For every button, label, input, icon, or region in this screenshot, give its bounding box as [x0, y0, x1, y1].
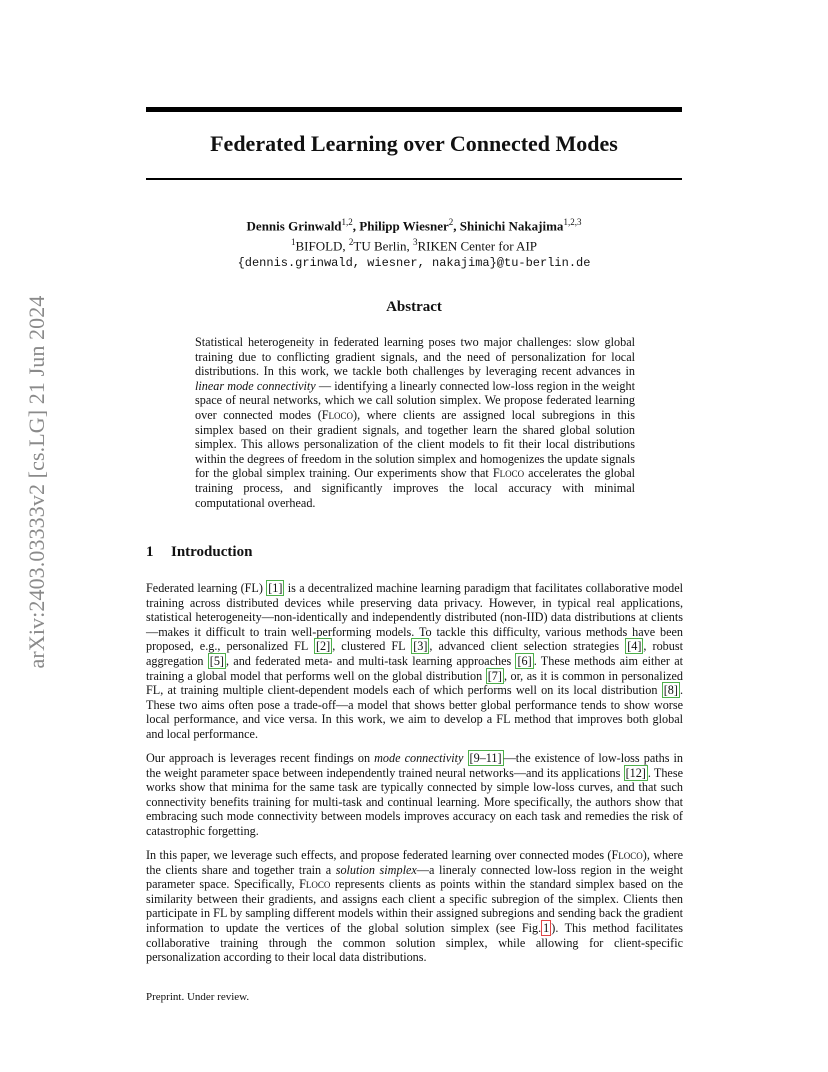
method-name: Floco [492, 466, 525, 481]
author-name: Philipp Wiesner [359, 218, 449, 234]
text-run: ). This method facilitates collaborative training through the common solution simplex, while allowing for client-specific personalization according to their local data distributions. [146, 920, 683, 965]
method-name: Floco [611, 848, 643, 862]
intro-paragraph-2 [146, 751, 683, 839]
text-run: , or, as it is common in personalized FL, at training multiple client-dependent models each of which performs well on its local distribution [146, 668, 683, 698]
affiliation: RIKEN Center for AIP [417, 238, 538, 254]
text-run: . These works show that minima for the same task are typically connected by simple low-loss curves, and that such connectivity benefits training for multi-task and continual learning. More specifically, the authors show that embracing such mode connectivity between models improves accuracy on each task and remedies the risk of catastrophic forgetting. [146, 765, 683, 838]
citation-link[interactable]: [12] [625, 765, 646, 780]
emphasis: mode connectivity [374, 751, 464, 765]
intro-paragraph-3 [146, 848, 683, 965]
citation-link[interactable]: [3] [413, 639, 428, 654]
citation-link[interactable]: [8] [663, 683, 678, 698]
text-run: is a decentralized machine learning paradigm that facilitates collaborative model training across distributed devices while preserving data privacy. However, in typical real applications, statistical heterogeneity—non-identically and independently distributed (non-IID) data distributions at clients—makes it difficult to train well-performing models. To tackle this difficulty, various methods have been proposed, e.g., personalized FL [146, 581, 683, 654]
method-name: Floco [299, 877, 331, 892]
affiliation: BIFOLD, [295, 238, 349, 254]
affiliation-mark: 3 [413, 237, 418, 248]
affiliation-mark: 2 [348, 237, 354, 248]
citation-link[interactable]: [1] [268, 581, 283, 595]
emphasis: linear mode connectivity [195, 378, 316, 393]
text-run: accelerates the global training process, and significantly improves the local accuracy with minimal computational overhead. [195, 466, 635, 510]
text-run: In this paper, we leverage such effects, and propose federated learning over connected modes ( [146, 848, 612, 862]
method-name: Floco [321, 407, 354, 422]
text-run: ), where clients are assigned local subregions in this simplex based on their gradient signals, and together learn the shared global solution simplex. This allows personalization of the client models to fit their local distributions within the degrees of freedom in the solution simplex and homogenizes the update signals for the global simplex training. Our experiments show that [195, 407, 635, 481]
affiliation: TU Berlin, [353, 238, 413, 254]
paper-title: Federated Learning over Connected Modes [210, 131, 618, 156]
text-run: Statistical heterogeneity in federated learning poses two major challenges: slow global training due to conflicting gradient signals, and the need of personalization for local distributions. In this work, we tackle both challenges by leveraging recent advances in [195, 335, 635, 379]
author-block [146, 214, 682, 271]
title-bottom-rule [146, 178, 682, 180]
author-emails: {dennis.grinwald, wiesner, nakajima}@tu-berlin.de [237, 255, 591, 270]
text-run: ), where the clients share and together train a [146, 848, 683, 877]
text-run: . These methods aim either at training a global model that performs well on the global distribution [146, 653, 683, 683]
arxiv-identifier-text: arXiv:2403.03333v2 [cs.LG] 21 Jun 2024 [24, 295, 49, 668]
emphasis: solution simplex [335, 862, 417, 877]
citation-link[interactable]: [5] [209, 653, 224, 668]
citation-link[interactable]: [9–11] [469, 751, 502, 765]
author-name: Shinichi Nakajima [459, 218, 564, 234]
text-run: — identifying a linearly connected low-loss region in the weight space of neural networks, which we call solution simplex. We propose federated learning over connected modes ( [195, 378, 635, 422]
section-number: 1 [146, 544, 154, 560]
text-run: Our approach is leverages recent findings on [146, 751, 375, 765]
author-affiliation-mark: 2 [448, 217, 454, 227]
text-run: , clustered FL [332, 639, 412, 654]
abstract-text [195, 335, 635, 510]
footer-note: Preprint. Under review. [146, 991, 250, 1003]
abstract-heading: Abstract [386, 299, 442, 315]
citation-link[interactable]: [4] [627, 639, 642, 654]
title-top-rule [146, 107, 682, 112]
text-run: . These two aims often pose a trade-off—a model that shows better global performance tends to show worse local performance, and vice versa. In this work, we aim to develop a FL method that improves both global and local performance. [146, 683, 683, 741]
figure-reference-link[interactable]: 1 [543, 920, 550, 935]
text-run: , advanced client selection strategies [429, 639, 626, 654]
text-run: —the existence of low-loss paths in the weight parameter space between independently trained neural networks—and its applications [146, 751, 683, 780]
author-name: Dennis Grinwald [246, 218, 342, 234]
author-affiliation-mark: 1,2,3 [563, 217, 582, 227]
text-run: represents clients as points within the standard simplex based on the similarity between their gradients, and assigns each client a specific subregion of the simplex. Clients then participate in FL by sampling different models within their assigned subregions and sending back the gradient information to update the vertices of the global solution simplex (see Fig. [146, 877, 683, 935]
section-heading-introduction [146, 544, 252, 561]
author-affiliation-mark: 1,2 [341, 217, 353, 227]
author-names: Dennis Grinwald$^{1,2}$, Philipp Wiesner$^2$, Shinichi Nakajima$^{1,2,3}$ [246, 217, 582, 234]
citation-link[interactable]: [2] [315, 639, 331, 654]
text-run: —a lineraly connected low-loss region in the weight parameter space. Specifically, [146, 862, 683, 892]
citation-link[interactable]: [6] [517, 653, 532, 668]
arxiv-identifier [22, 289, 52, 674]
text-run: , and federated meta- and multi-task learning approaches [226, 653, 516, 668]
section-title: Introduction [171, 544, 253, 560]
citation-link[interactable]: [7] [487, 668, 502, 683]
affiliation-mark: 1 [290, 237, 296, 248]
text-run: Federated learning (FL) [146, 581, 267, 595]
text-run: , robust aggregation [146, 639, 683, 668]
author-affiliations [146, 234, 682, 254]
intro-paragraph-1 [146, 581, 683, 742]
